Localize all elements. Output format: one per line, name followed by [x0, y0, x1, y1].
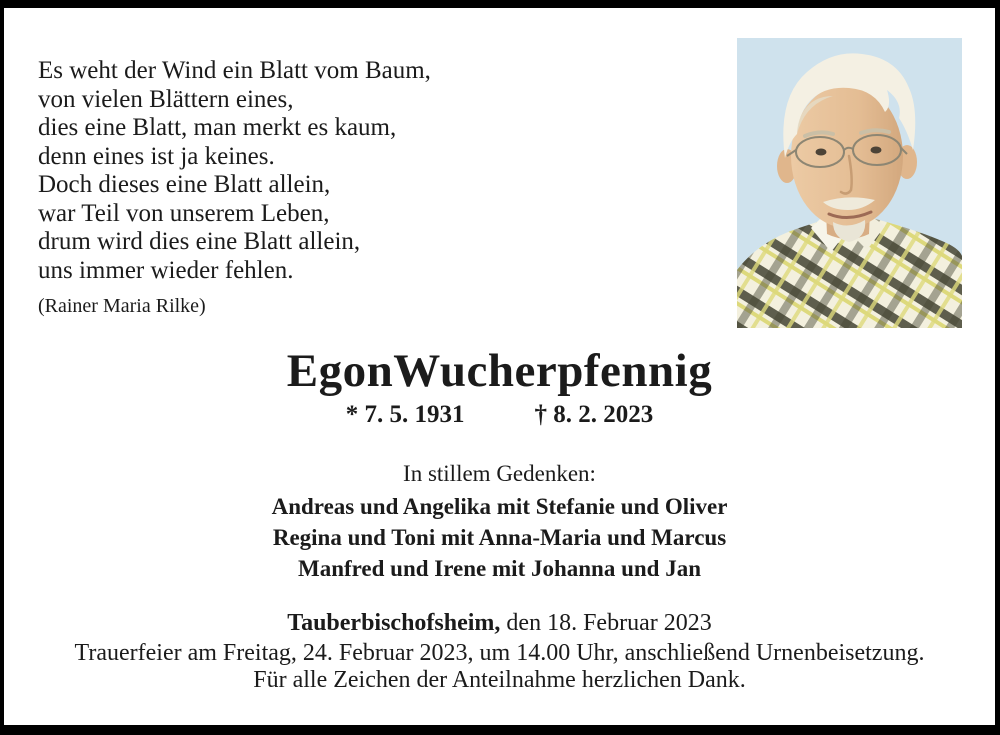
poem-line: Doch dieses eine Blatt allein,	[38, 171, 331, 198]
family-line: Andreas und Angelika mit Stefanie und Oliver	[271, 494, 728, 519]
poem-line: uns immer wieder fehlen.	[38, 256, 294, 284]
city-name: Tauberbischofsheim,	[287, 610, 501, 636]
death-date: † 8. 2. 2023	[534, 401, 654, 428]
thanks-line: Für alle Zeichen der Anteilnahme herzlichen Dank.	[253, 667, 746, 693]
notice-date: den 18. Februar 2023	[500, 610, 712, 636]
family-line: Regina und Toni mit Anna-Maria und Marcus	[272, 525, 727, 550]
portrait-photo	[737, 38, 962, 328]
poem-line: dies eine Blatt, man merkt es kaum,	[38, 114, 397, 141]
dates-row	[4, 400, 995, 430]
poem	[38, 57, 431, 321]
poem-line: Es weht der Wind ein Blatt vom Baum,	[38, 57, 431, 84]
birth-date: * 7. 5. 1931	[345, 401, 465, 428]
funeral-info-line: Trauerfeier am Freitag, 24. Februar 2023, um 14.00 Uhr, anschließend Urnenbeisetzung.	[74, 640, 925, 666]
city-date-line	[4, 609, 995, 638]
poem-line: von vielen Blättern eines,	[38, 85, 294, 113]
poem-line: war Teil von unserem Leben,	[38, 199, 330, 227]
family-names	[4, 491, 995, 584]
deceased-name: EgonWucherpfennig	[286, 345, 713, 397]
poem-line: drum wird dies eine Blatt allein,	[38, 228, 361, 255]
family-line: Manfred und Irene mit Johanna und Jan	[297, 556, 702, 581]
poem-attribution: (Rainer Maria Rilke)	[38, 295, 206, 317]
poem-line: denn eines ist ja keines.	[38, 142, 275, 170]
memorial-intro: In stillem Gedenken:	[403, 461, 596, 486]
